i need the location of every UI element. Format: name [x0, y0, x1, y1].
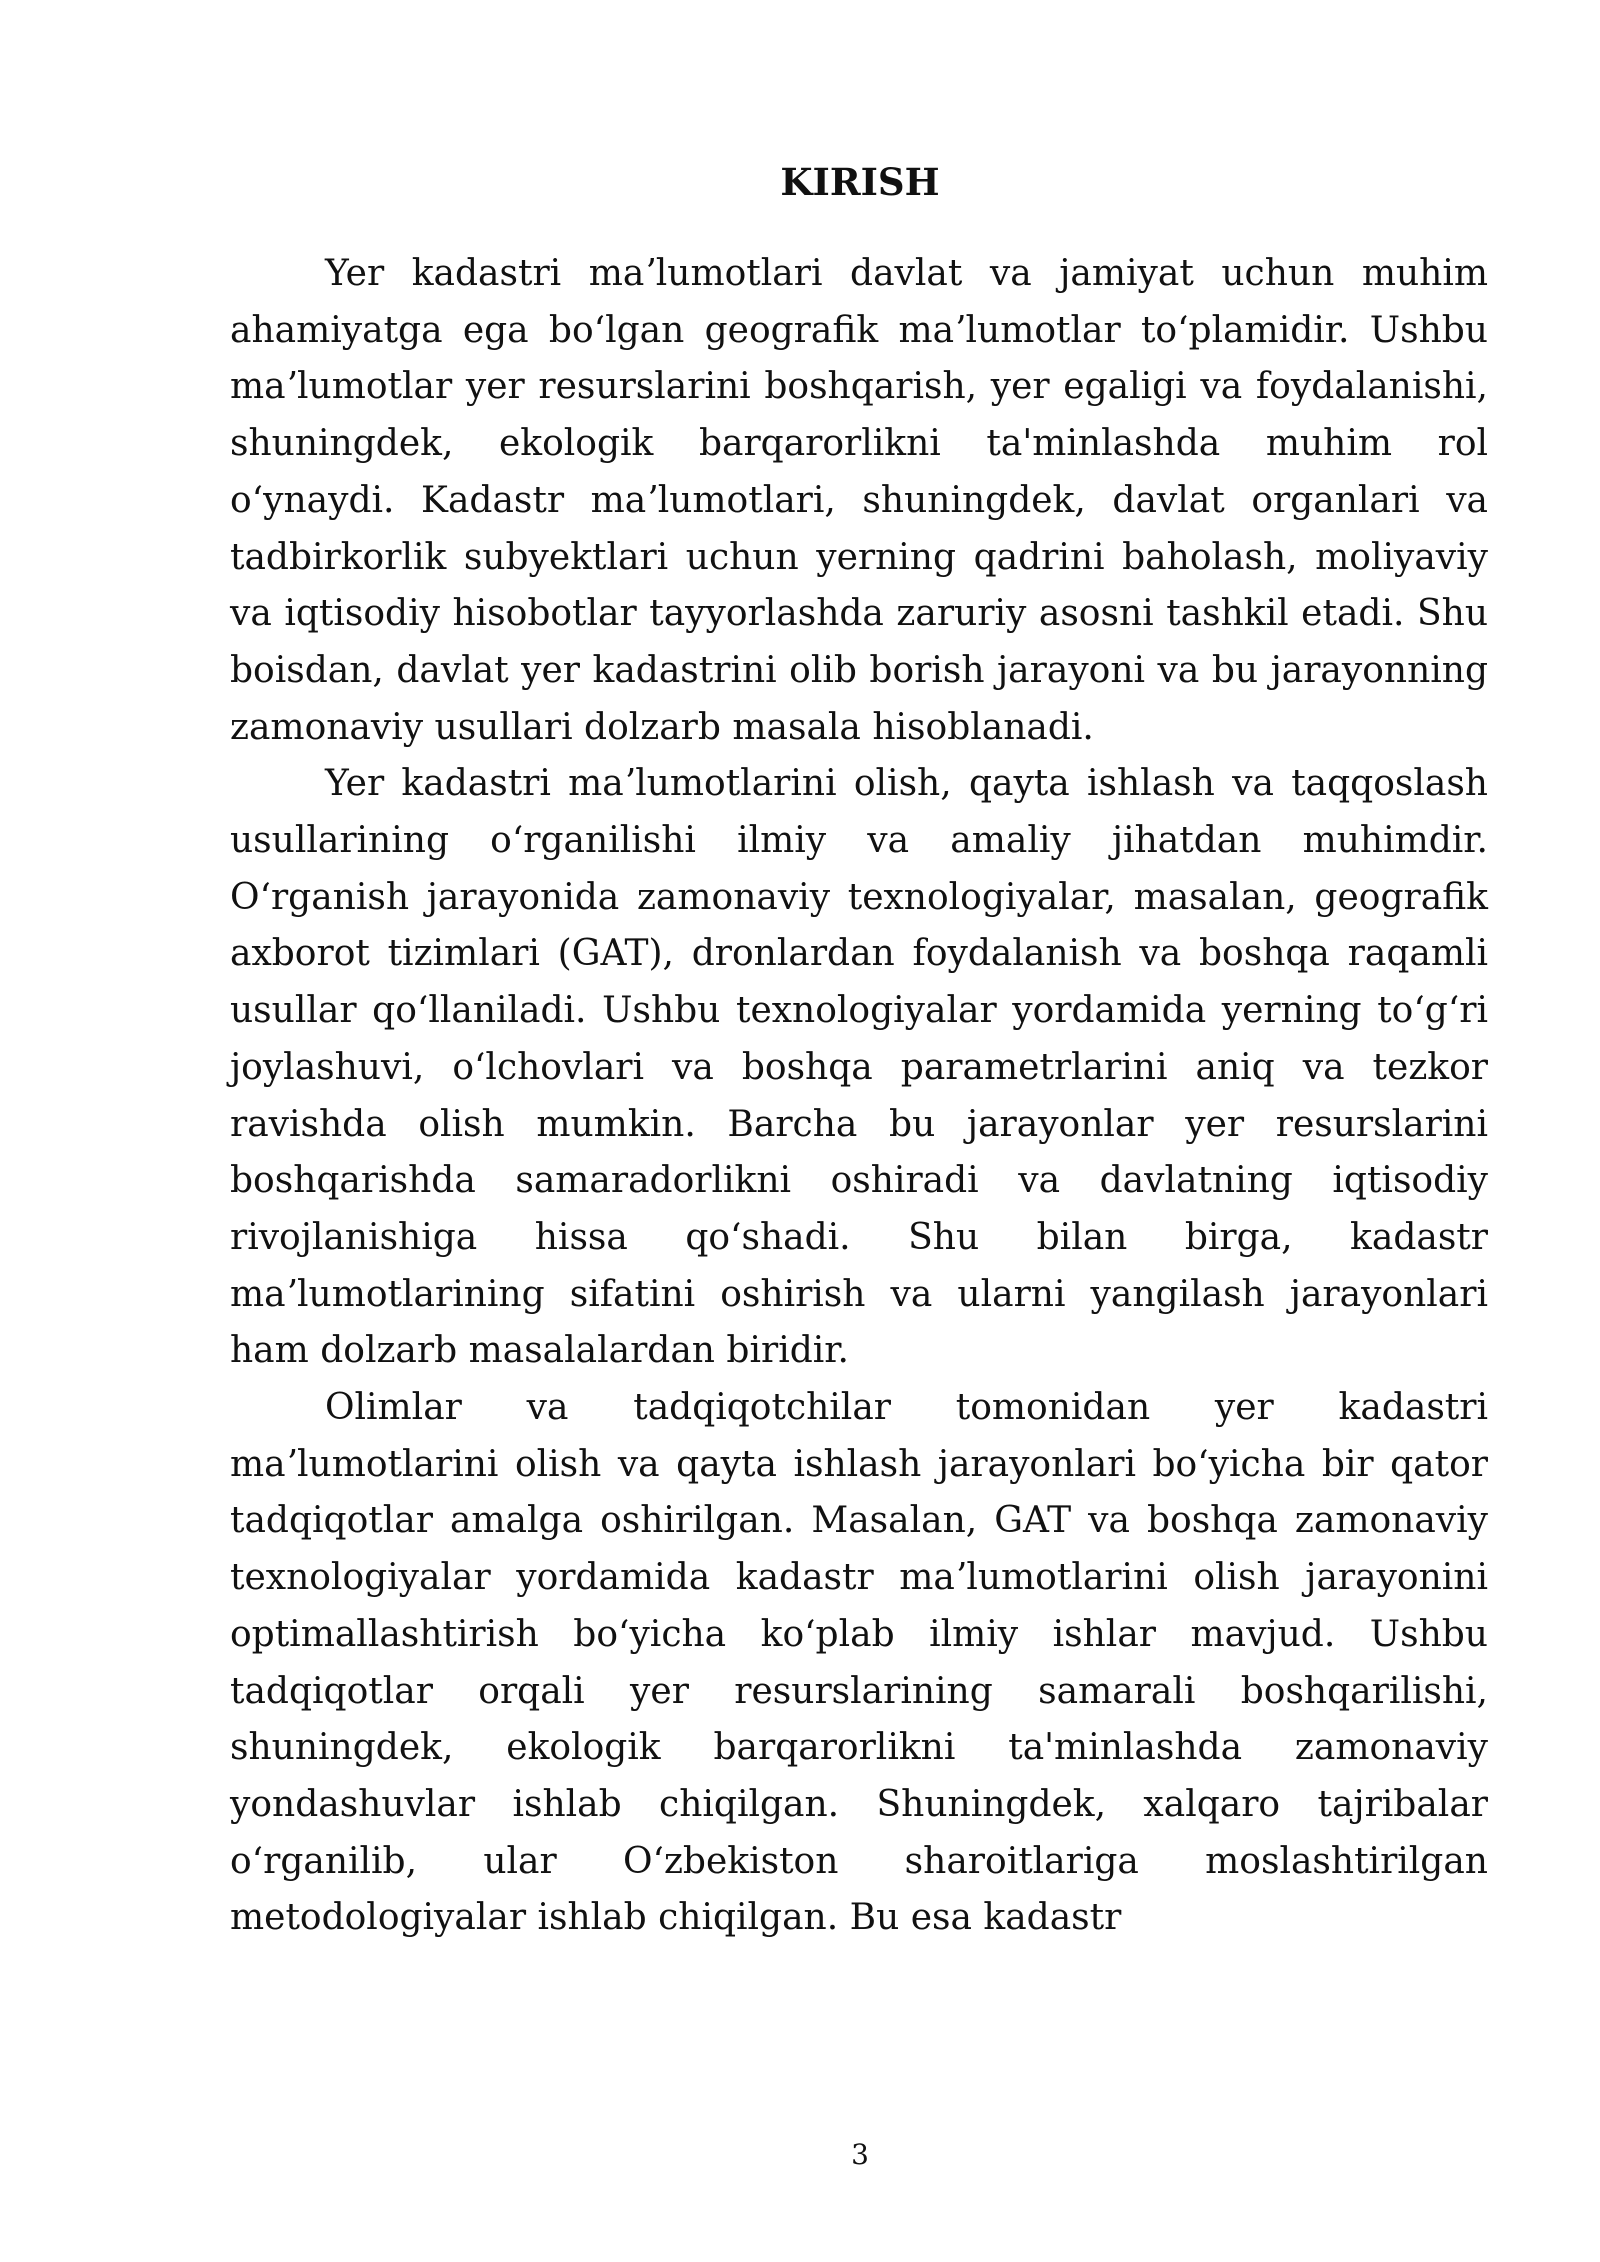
section-heading: KIRISH [780, 160, 940, 204]
body-text [230, 246, 1488, 1947]
paragraph: Yer kadastri maʼlumotlari davlat va jamiyat uchun muhim ahamiyatga ega boʻlgan geografik maʼlumotlar toʻplamidir. Ushbu maʼlumotlar yer resurslarini boshqarish, yer egaligi va foydalanishi, shuningdek, ekologik barqarorlikni ta'minlashda muhim rol oʻynaydi. Kadastr maʼlumotlari, shuningdek, davlat organlari va tadbirkorlik subyektlari uchun yerning qadrini baholash, moliyaviy va iqtisodiy hisobotlar tayyorlashda zaruriy asosni tashkil etadi. Shu boisdan, davlat yer kadastrini olib borish jarayoni va bu jarayonning zamonaviy usullari dolzarb masala hisoblanadi. [230, 253, 1488, 748]
paragraph: Olimlar va tadqiqotchilar tomonidan yer kadastri maʼlumotlarini olish va qayta ishlash jarayonlari boʻyicha bir qator tadqiqotlar amalga oshirilgan. Masalan, GAT va boshqa zamonaviy texnologiyalar yordamida kadastr maʼlumotlarini olish jarayonini optimallashtirish boʻyicha koʻplab ilmiy ishlar mavjud. Ushbu tadqiqotlar orqali yer resurslarining samarali boshqarilishi, shuningdek, ekologik barqarorlikni ta'minlashda zamonaviy yondashuvlar ishlab chiqilgan. Shuningdek, xalqaro tajribalar oʻrganilib, ular Oʻzbekiston sharoitlariga moslashtirilgan metodologiyalar ishlab chiqilgan. Bu esa kadastr [230, 1387, 1488, 1939]
page-number: 3 [851, 2138, 869, 2171]
paragraph: Yer kadastri maʼlumotlarini olish, qayta ishlash va taqqoslash usullarining oʻrganilishi ilmiy va amaliy jihatdan muhimdir. Oʻrganish jarayonida zamonaviy texnologiyalar, masalan, geografik axborot tizimlari (GAT), dronlardan foydalanish va boshqa raqamli usullar qoʻllaniladi. Ushbu texnologiyalar yordamida yerning toʻgʻri joylashuvi, oʻlchovlari va boshqa parametrlarini aniq va tezkor ravishda olish mumkin. Barcha bu jarayonlar yer resurslarini boshqarishda samaradorlikni oshiradi va davlatning iqtisodiy rivojlanishiga hissa qoʻshadi. Shu bilan birga, kadastr maʼlumotlarining sifatini oshirish va ularni yangilash jarayonlari ham dolzarb masalalardan biridir. [230, 763, 1488, 1372]
